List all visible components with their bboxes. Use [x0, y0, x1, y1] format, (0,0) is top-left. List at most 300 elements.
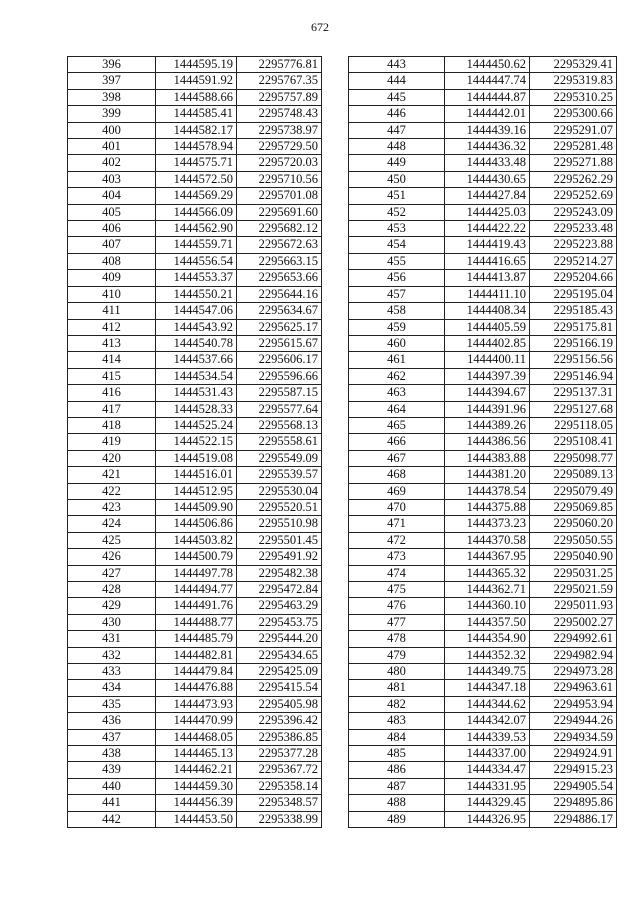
point-number-cell: 416: [68, 385, 156, 401]
point-number-cell: 484: [349, 729, 445, 745]
point-number-cell: 481: [349, 680, 445, 696]
x-coordinate-cell: 1444439.16: [445, 122, 530, 138]
x-coordinate-cell: 1444595.19: [156, 57, 237, 73]
point-number-cell: 435: [68, 696, 156, 712]
y-coordinate-cell: 2294905.54: [530, 778, 617, 794]
point-number-cell: 417: [68, 401, 156, 417]
y-coordinate-cell: 2295319.83: [530, 73, 617, 89]
table-row: [68, 696, 322, 712]
table-row: [349, 106, 617, 122]
x-coordinate-cell: 1444331.95: [445, 778, 530, 794]
point-number-cell: 408: [68, 253, 156, 269]
point-number-cell: 398: [68, 89, 156, 105]
y-coordinate-cell: 2295748.43: [237, 106, 322, 122]
table-row: [349, 73, 617, 89]
table-row: [68, 221, 322, 237]
table-row: [349, 270, 617, 286]
y-coordinate-cell: 2295691.60: [237, 204, 322, 220]
point-number-cell: 399: [68, 106, 156, 122]
point-number-cell: 473: [349, 549, 445, 565]
table-row: [349, 204, 617, 220]
table-row: [68, 647, 322, 663]
x-coordinate-cell: 1444342.07: [445, 713, 530, 729]
point-number-cell: 400: [68, 122, 156, 138]
point-number-cell: 464: [349, 401, 445, 417]
point-number-cell: 405: [68, 204, 156, 220]
y-coordinate-cell: 2295530.04: [237, 483, 322, 499]
point-number-cell: 466: [349, 434, 445, 450]
point-number-cell: 396: [68, 57, 156, 73]
table-row: [68, 499, 322, 515]
y-coordinate-cell: 2295568.13: [237, 417, 322, 433]
table-row: [349, 582, 617, 598]
y-coordinate-cell: 2295701.08: [237, 188, 322, 204]
point-number-cell: 412: [68, 319, 156, 335]
x-coordinate-cell: 1444591.92: [156, 73, 237, 89]
point-number-cell: 452: [349, 204, 445, 220]
table-row: [349, 598, 617, 614]
point-number-cell: 451: [349, 188, 445, 204]
point-number-cell: 458: [349, 303, 445, 319]
table-row: [68, 811, 322, 827]
point-number-cell: 397: [68, 73, 156, 89]
table-row: [349, 516, 617, 532]
point-number-cell: 431: [68, 631, 156, 647]
x-coordinate-cell: 1444575.71: [156, 155, 237, 171]
point-number-cell: 475: [349, 582, 445, 598]
y-coordinate-cell: 2295539.57: [237, 467, 322, 483]
point-number-cell: 438: [68, 746, 156, 762]
table-row: [349, 795, 617, 811]
table-row: [349, 565, 617, 581]
point-number-cell: 410: [68, 286, 156, 302]
table-row: [68, 335, 322, 351]
y-coordinate-cell: 2295577.64: [237, 401, 322, 417]
x-coordinate-cell: 1444559.71: [156, 237, 237, 253]
y-coordinate-cell: 2295348.57: [237, 795, 322, 811]
y-coordinate-cell: 2294992.61: [530, 631, 617, 647]
point-number-cell: 465: [349, 417, 445, 433]
table-row: [349, 319, 617, 335]
table-row: [68, 352, 322, 368]
x-coordinate-cell: 1444329.45: [445, 795, 530, 811]
x-coordinate-cell: 1444578.94: [156, 139, 237, 155]
x-coordinate-cell: 1444553.37: [156, 270, 237, 286]
table-row: [68, 778, 322, 794]
x-coordinate-cell: 1444422.22: [445, 221, 530, 237]
y-coordinate-cell: 2295606.17: [237, 352, 322, 368]
table-row: [68, 467, 322, 483]
y-coordinate-cell: 2295596.66: [237, 368, 322, 384]
x-coordinate-cell: 1444453.50: [156, 811, 237, 827]
y-coordinate-cell: 2295243.09: [530, 204, 617, 220]
y-coordinate-cell: 2295156.56: [530, 352, 617, 368]
table-row: [349, 729, 617, 745]
table-row: [349, 335, 617, 351]
coordinates-table-right: [348, 56, 617, 828]
y-coordinate-cell: 2294895.86: [530, 795, 617, 811]
x-coordinate-cell: 1444491.76: [156, 598, 237, 614]
y-coordinate-cell: 2295310.25: [530, 89, 617, 105]
y-coordinate-cell: 2295757.89: [237, 89, 322, 105]
point-number-cell: 449: [349, 155, 445, 171]
point-number-cell: 421: [68, 467, 156, 483]
y-coordinate-cell: 2295098.77: [530, 450, 617, 466]
x-coordinate-cell: 1444349.75: [445, 664, 530, 680]
y-coordinate-cell: 2294982.94: [530, 647, 617, 663]
point-number-cell: 422: [68, 483, 156, 499]
page-number: 672: [311, 20, 329, 34]
x-coordinate-cell: 1444543.92: [156, 319, 237, 335]
x-coordinate-cell: 1444326.95: [445, 811, 530, 827]
table-row: [349, 680, 617, 696]
table-row: [68, 401, 322, 417]
point-number-cell: 462: [349, 368, 445, 384]
point-number-cell: 433: [68, 664, 156, 680]
table-row: [349, 778, 617, 794]
y-coordinate-cell: 2295463.29: [237, 598, 322, 614]
y-coordinate-cell: 2295262.29: [530, 171, 617, 187]
point-number-cell: 448: [349, 139, 445, 155]
table-row: [349, 549, 617, 565]
x-coordinate-cell: 1444468.05: [156, 729, 237, 745]
y-coordinate-cell: 2295079.49: [530, 483, 617, 499]
table-row: [68, 762, 322, 778]
table-row: [349, 467, 617, 483]
table-row: [68, 188, 322, 204]
point-number-cell: 432: [68, 647, 156, 663]
point-number-cell: 424: [68, 516, 156, 532]
x-coordinate-cell: 1444476.88: [156, 680, 237, 696]
x-coordinate-cell: 1444381.20: [445, 467, 530, 483]
x-coordinate-cell: 1444402.85: [445, 335, 530, 351]
table-row: [68, 516, 322, 532]
y-coordinate-cell: 2295625.17: [237, 319, 322, 335]
table-row: [68, 417, 322, 433]
x-coordinate-cell: 1444459.30: [156, 778, 237, 794]
table-row: [68, 89, 322, 105]
table-row: [349, 499, 617, 515]
x-coordinate-cell: 1444534.54: [156, 368, 237, 384]
point-number-cell: 434: [68, 680, 156, 696]
x-coordinate-cell: 1444436.32: [445, 139, 530, 155]
y-coordinate-cell: 2295405.98: [237, 696, 322, 712]
table-row: [68, 270, 322, 286]
table-row: [349, 746, 617, 762]
point-number-cell: 467: [349, 450, 445, 466]
x-coordinate-cell: 1444550.21: [156, 286, 237, 302]
y-coordinate-cell: 2295444.20: [237, 631, 322, 647]
point-number-cell: 488: [349, 795, 445, 811]
x-coordinate-cell: 1444528.33: [156, 401, 237, 417]
x-coordinate-cell: 1444408.34: [445, 303, 530, 319]
y-coordinate-cell: 2295195.04: [530, 286, 617, 302]
y-coordinate-cell: 2295776.81: [237, 57, 322, 73]
y-coordinate-cell: 2295011.93: [530, 598, 617, 614]
point-number-cell: 489: [349, 811, 445, 827]
point-number-cell: 482: [349, 696, 445, 712]
table-row: [349, 614, 617, 630]
table-row: [68, 582, 322, 598]
x-coordinate-cell: 1444531.43: [156, 385, 237, 401]
coordinates-table-left: [67, 56, 322, 828]
y-coordinate-cell: 2295653.66: [237, 270, 322, 286]
point-number-cell: 427: [68, 565, 156, 581]
point-number-cell: 470: [349, 499, 445, 515]
point-number-cell: 423: [68, 499, 156, 515]
point-number-cell: 453: [349, 221, 445, 237]
x-coordinate-cell: 1444512.95: [156, 483, 237, 499]
y-coordinate-cell: 2295386.85: [237, 729, 322, 745]
x-coordinate-cell: 1444339.53: [445, 729, 530, 745]
table-row: [68, 73, 322, 89]
x-coordinate-cell: 1444525.24: [156, 417, 237, 433]
point-number-cell: 469: [349, 483, 445, 499]
y-coordinate-cell: 2295634.67: [237, 303, 322, 319]
y-coordinate-cell: 2295233.48: [530, 221, 617, 237]
x-coordinate-cell: 1444337.00: [445, 746, 530, 762]
y-coordinate-cell: 2295146.94: [530, 368, 617, 384]
y-coordinate-cell: 2295367.72: [237, 762, 322, 778]
point-number-cell: 406: [68, 221, 156, 237]
point-number-cell: 477: [349, 614, 445, 630]
table-row: [68, 155, 322, 171]
table-row: [349, 417, 617, 433]
x-coordinate-cell: 1444500.79: [156, 549, 237, 565]
y-coordinate-cell: 2295682.12: [237, 221, 322, 237]
x-coordinate-cell: 1444344.62: [445, 696, 530, 712]
x-coordinate-cell: 1444566.09: [156, 204, 237, 220]
point-number-cell: 463: [349, 385, 445, 401]
y-coordinate-cell: 2295644.16: [237, 286, 322, 302]
x-coordinate-cell: 1444509.90: [156, 499, 237, 515]
table-row: [349, 237, 617, 253]
point-number-cell: 414: [68, 352, 156, 368]
x-coordinate-cell: 1444503.82: [156, 532, 237, 548]
table-row: [68, 106, 322, 122]
table-row: [349, 385, 617, 401]
table-row: [349, 434, 617, 450]
y-coordinate-cell: 2295252.69: [530, 188, 617, 204]
x-coordinate-cell: 1444485.79: [156, 631, 237, 647]
y-coordinate-cell: 2295377.28: [237, 746, 322, 762]
y-coordinate-cell: 2295710.56: [237, 171, 322, 187]
point-number-cell: 407: [68, 237, 156, 253]
point-number-cell: 457: [349, 286, 445, 302]
x-coordinate-cell: 1444360.10: [445, 598, 530, 614]
table-row: [68, 253, 322, 269]
y-coordinate-cell: 2295329.41: [530, 57, 617, 73]
x-coordinate-cell: 1444456.39: [156, 795, 237, 811]
y-coordinate-cell: 2295040.90: [530, 549, 617, 565]
point-number-cell: 401: [68, 139, 156, 155]
y-coordinate-cell: 2295482.38: [237, 565, 322, 581]
y-coordinate-cell: 2295663.15: [237, 253, 322, 269]
x-coordinate-cell: 1444462.21: [156, 762, 237, 778]
y-coordinate-cell: 2295434.65: [237, 647, 322, 663]
point-number-cell: 441: [68, 795, 156, 811]
point-number-cell: 429: [68, 598, 156, 614]
y-coordinate-cell: 2294924.91: [530, 746, 617, 762]
y-coordinate-cell: 2294915.23: [530, 762, 617, 778]
table-row: [349, 532, 617, 548]
table-row: [349, 696, 617, 712]
y-coordinate-cell: 2295281.48: [530, 139, 617, 155]
table-row: [68, 237, 322, 253]
x-coordinate-cell: 1444569.29: [156, 188, 237, 204]
y-coordinate-cell: 2295185.43: [530, 303, 617, 319]
point-number-cell: 461: [349, 352, 445, 368]
point-number-cell: 415: [68, 368, 156, 384]
table-row: [349, 155, 617, 171]
table-row: [349, 631, 617, 647]
table-row: [68, 385, 322, 401]
x-coordinate-cell: 1444347.18: [445, 680, 530, 696]
y-coordinate-cell: 2295060.20: [530, 516, 617, 532]
table-row: [68, 286, 322, 302]
x-coordinate-cell: 1444411.10: [445, 286, 530, 302]
table-row: [68, 139, 322, 155]
y-coordinate-cell: 2295491.92: [237, 549, 322, 565]
point-number-cell: 439: [68, 762, 156, 778]
y-coordinate-cell: 2294934.59: [530, 729, 617, 745]
x-coordinate-cell: 1444427.84: [445, 188, 530, 204]
x-coordinate-cell: 1444354.90: [445, 631, 530, 647]
x-coordinate-cell: 1444588.66: [156, 89, 237, 105]
x-coordinate-cell: 1444375.88: [445, 499, 530, 515]
x-coordinate-cell: 1444357.50: [445, 614, 530, 630]
point-number-cell: 404: [68, 188, 156, 204]
y-coordinate-cell: 2295300.66: [530, 106, 617, 122]
point-number-cell: 455: [349, 253, 445, 269]
table-row: [349, 352, 617, 368]
table-row: [68, 598, 322, 614]
x-coordinate-cell: 1444572.50: [156, 171, 237, 187]
y-coordinate-cell: 2295137.31: [530, 385, 617, 401]
y-coordinate-cell: 2294973.28: [530, 664, 617, 680]
y-coordinate-cell: 2295472.84: [237, 582, 322, 598]
table-row: [349, 713, 617, 729]
y-coordinate-cell: 2295558.61: [237, 434, 322, 450]
table-row: [68, 434, 322, 450]
x-coordinate-cell: 1444352.32: [445, 647, 530, 663]
y-coordinate-cell: 2295089.13: [530, 467, 617, 483]
x-coordinate-cell: 1444416.65: [445, 253, 530, 269]
point-number-cell: 472: [349, 532, 445, 548]
point-number-cell: 426: [68, 549, 156, 565]
table-row: [68, 795, 322, 811]
x-coordinate-cell: 1444386.56: [445, 434, 530, 450]
table-row: [68, 319, 322, 335]
point-number-cell: 468: [349, 467, 445, 483]
point-number-cell: 487: [349, 778, 445, 794]
x-coordinate-cell: 1444433.48: [445, 155, 530, 171]
y-coordinate-cell: 2295069.85: [530, 499, 617, 515]
point-number-cell: 444: [349, 73, 445, 89]
y-coordinate-cell: 2295615.67: [237, 335, 322, 351]
point-number-cell: 442: [68, 811, 156, 827]
x-coordinate-cell: 1444362.71: [445, 582, 530, 598]
table-row: [349, 122, 617, 138]
table-row: [349, 286, 617, 302]
y-coordinate-cell: 2295415.54: [237, 680, 322, 696]
y-coordinate-cell: 2295338.99: [237, 811, 322, 827]
y-coordinate-cell: 2295549.09: [237, 450, 322, 466]
point-number-cell: 483: [349, 713, 445, 729]
point-number-cell: 486: [349, 762, 445, 778]
point-number-cell: 476: [349, 598, 445, 614]
y-coordinate-cell: 2295510.98: [237, 516, 322, 532]
table-row: [68, 204, 322, 220]
table-row: [349, 57, 617, 73]
point-number-cell: 471: [349, 516, 445, 532]
point-number-cell: 409: [68, 270, 156, 286]
table-row: [68, 483, 322, 499]
table-row: [349, 253, 617, 269]
x-coordinate-cell: 1444494.77: [156, 582, 237, 598]
y-coordinate-cell: 2295050.55: [530, 532, 617, 548]
y-coordinate-cell: 2295204.66: [530, 270, 617, 286]
point-number-cell: 443: [349, 57, 445, 73]
x-coordinate-cell: 1444479.84: [156, 664, 237, 680]
point-number-cell: 474: [349, 565, 445, 581]
x-coordinate-cell: 1444425.03: [445, 204, 530, 220]
x-coordinate-cell: 1444488.77: [156, 614, 237, 630]
x-coordinate-cell: 1444389.26: [445, 417, 530, 433]
x-coordinate-cell: 1444497.78: [156, 565, 237, 581]
x-coordinate-cell: 1444582.17: [156, 122, 237, 138]
point-number-cell: 478: [349, 631, 445, 647]
x-coordinate-cell: 1444547.06: [156, 303, 237, 319]
point-number-cell: 430: [68, 614, 156, 630]
y-coordinate-cell: 2295271.88: [530, 155, 617, 171]
x-coordinate-cell: 1444373.23: [445, 516, 530, 532]
x-coordinate-cell: 1444400.11: [445, 352, 530, 368]
y-coordinate-cell: 2295002.27: [530, 614, 617, 630]
x-coordinate-cell: 1444540.78: [156, 335, 237, 351]
point-number-cell: 418: [68, 417, 156, 433]
table-row: [68, 57, 322, 73]
table-row: [349, 221, 617, 237]
x-coordinate-cell: 1444556.54: [156, 253, 237, 269]
table-row: [68, 664, 322, 680]
x-coordinate-cell: 1444383.88: [445, 450, 530, 466]
y-coordinate-cell: 2295108.41: [530, 434, 617, 450]
x-coordinate-cell: 1444465.13: [156, 746, 237, 762]
point-number-cell: 485: [349, 746, 445, 762]
table-row: [68, 549, 322, 565]
x-coordinate-cell: 1444378.54: [445, 483, 530, 499]
table-row: [68, 368, 322, 384]
x-coordinate-cell: 1444585.41: [156, 106, 237, 122]
point-number-cell: 454: [349, 237, 445, 253]
x-coordinate-cell: 1444516.01: [156, 467, 237, 483]
y-coordinate-cell: 2295223.88: [530, 237, 617, 253]
point-number-cell: 447: [349, 122, 445, 138]
x-coordinate-cell: 1444519.08: [156, 450, 237, 466]
y-coordinate-cell: 2295166.19: [530, 335, 617, 351]
x-coordinate-cell: 1444365.32: [445, 565, 530, 581]
table-row: [349, 188, 617, 204]
point-number-cell: 480: [349, 664, 445, 680]
point-number-cell: 440: [68, 778, 156, 794]
point-number-cell: 428: [68, 582, 156, 598]
x-coordinate-cell: 1444405.59: [445, 319, 530, 335]
y-coordinate-cell: 2295587.15: [237, 385, 322, 401]
x-coordinate-cell: 1444391.96: [445, 401, 530, 417]
point-number-cell: 413: [68, 335, 156, 351]
y-coordinate-cell: 2295720.03: [237, 155, 322, 171]
